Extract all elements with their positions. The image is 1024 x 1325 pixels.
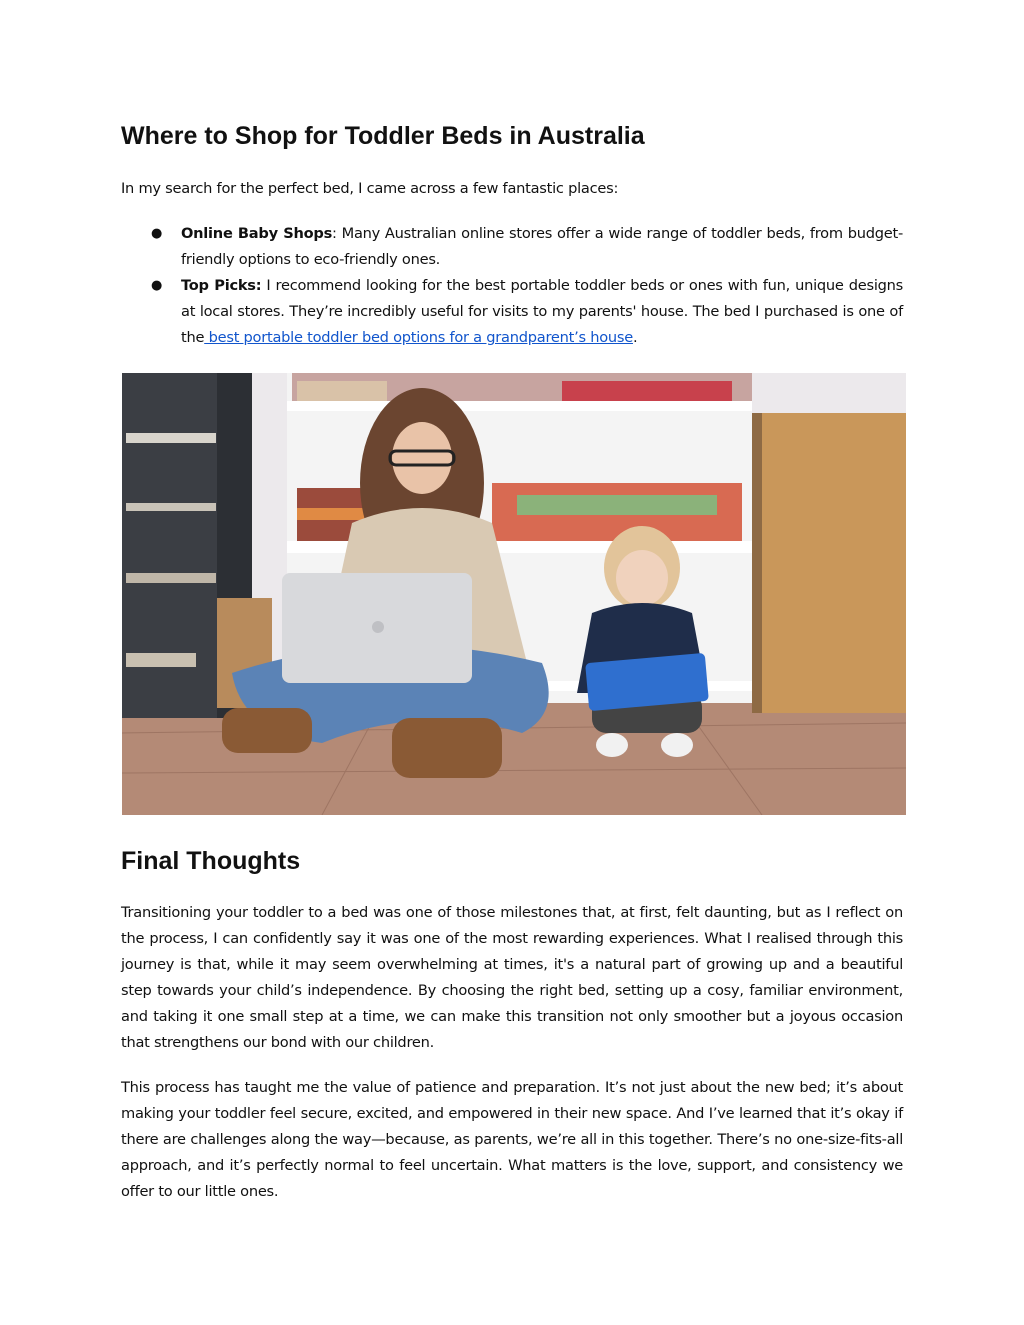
item-separator: :: [332, 225, 337, 242]
item-text: I recommend looking for the best portable toddler beds or ones with fun, unique designs at local stores. They’re incredibly useful for visits to my parents' house. The bed I purchased is one of the: [181, 277, 903, 346]
list-item: [121, 221, 903, 273]
section-heading-shop: Where to Shop for Toddler Beds in Australia: [121, 122, 645, 150]
item-text: Many Australian online stores offer a wide range of toddler beds, from budget-friendly options to eco-friendly ones.: [181, 225, 903, 268]
shop-list: [121, 221, 903, 351]
portable-toddler-bed-link[interactable]: best portable toddler bed options for a grandparent’s house: [204, 329, 633, 346]
item-text-end: .: [632, 329, 638, 346]
item-label: Online Baby Shops: [181, 225, 333, 242]
final-paragraph-2: This process has taught me the value of patience and preparation. It’s not just about the new bed; it’s about making your toddler feel secure, excited, and empowered in their new space. And I’ve learned that it’s okay if there are challenges along the way—because, as parents, we’re all in this together. There’s no one-size-fits-all approach, and it’s perfectly normal to feel uncertain. What matters is the love, support, and consistency we offer to our little ones.: [121, 1079, 903, 1200]
mother-child-photo: [122, 373, 906, 815]
final-paragraph-1: Transitioning your toddler to a bed was one of those milestones that, at first, felt daunting, but as I reflect on the process, I can confidently say it was one of the most rewarding experiences. What I realised through this journey is that, while it may seem overwhelming at times, it's a natural part of growing up and a beautiful step towards your child’s independence. By choosing the right bed, setting up a cosy, familiar environment, and taking it one small step at a time, we can make this transition not only smoother but a joyous occasion that strengthens our bond with our children.: [121, 904, 903, 1051]
bullet-icon: ●: [151, 226, 163, 241]
item-label: Top Picks:: [181, 277, 262, 294]
list-item: [121, 273, 903, 351]
section-heading-final-thoughts: Final Thoughts: [121, 847, 301, 875]
intro-paragraph: In my search for the perfect bed, I came across a few fantastic places:: [121, 180, 619, 197]
bullet-icon: ●: [151, 278, 163, 293]
